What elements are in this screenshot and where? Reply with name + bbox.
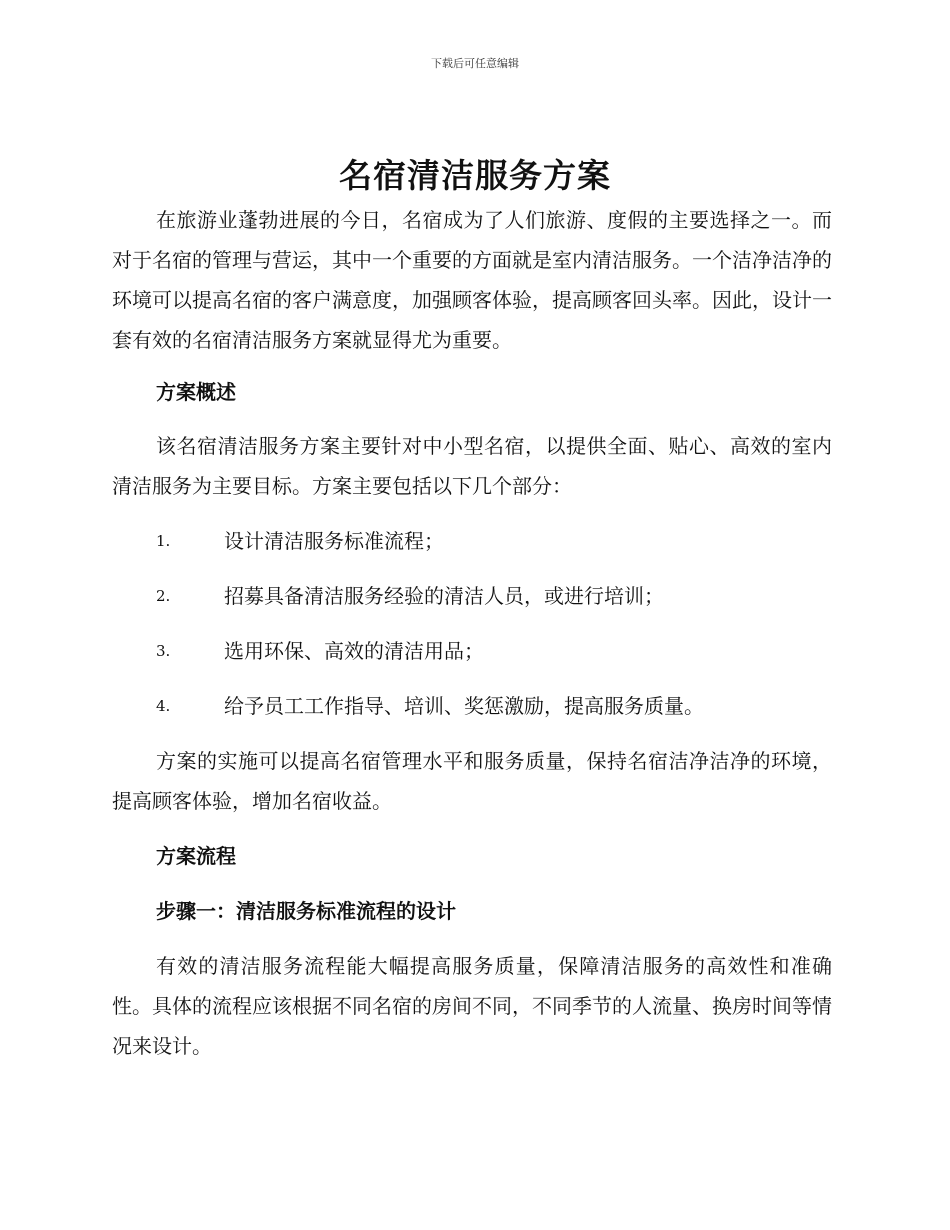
- document-body: [112, 200, 832, 1066]
- list-item: [112, 631, 832, 671]
- list-item-text: 选用环保、高效的清洁用品；: [224, 639, 484, 663]
- benefits-paragraph: 方案的实施可以提高名宿管理水平和服务质量，保持名宿洁净洁净的环境，提高顾客体验，增加名宿收益。: [112, 749, 832, 813]
- section-heading-overview: 方案概述: [156, 380, 236, 404]
- step-paragraph: 有效的清洁服务流程能大幅提高服务质量，保障清洁服务的高效性和准确性。具体的流程应该根据不同名宿的房间不同，不同季节的人流量、换房时间等情况来设计。: [112, 954, 832, 1058]
- list-item: [112, 686, 832, 726]
- list-item: [112, 521, 832, 561]
- list-item-text: 给予员工工作指导、培训、奖惩激励，提高服务质量。: [224, 694, 704, 718]
- document-title: 名宿清洁服务方案: [339, 156, 611, 195]
- list-item-text: 设计清洁服务标准流程；: [224, 529, 444, 553]
- list-item-number: 1.: [156, 532, 171, 550]
- section-heading-process: 方案流程: [156, 844, 236, 868]
- list-item-number: 4.: [156, 697, 171, 715]
- list-item-number: 3.: [156, 642, 171, 660]
- list-item-number: 2.: [156, 587, 171, 605]
- overview-paragraph: 该名宿清洁服务方案主要针对中小型名宿，以提供全面、贴心、高效的室内清洁服务为主要目标。方案主要包括以下几个部分：: [112, 434, 832, 498]
- intro-paragraph: 在旅游业蓬勃进展的今日，名宿成为了人们旅游、度假的主要选择之一。而对于名宿的管理与营运，其中一个重要的方面就是室内清洁服务。一个洁净洁净的环境可以提高名宿的客户满意度，加强顾客体验，提高顾客回头率。因此，设计一套有效的名宿清洁服务方案就显得尤为重要。: [112, 208, 832, 352]
- plan-components-list: [112, 521, 832, 726]
- page-header-note: 下载后可任意编辑: [431, 57, 519, 70]
- list-item-text: 招募具备清洁服务经验的清洁人员，或进行培训；: [224, 584, 664, 608]
- step-heading: 步骤一：清洁服务标准流程的设计: [156, 899, 456, 923]
- list-item: [112, 576, 832, 616]
